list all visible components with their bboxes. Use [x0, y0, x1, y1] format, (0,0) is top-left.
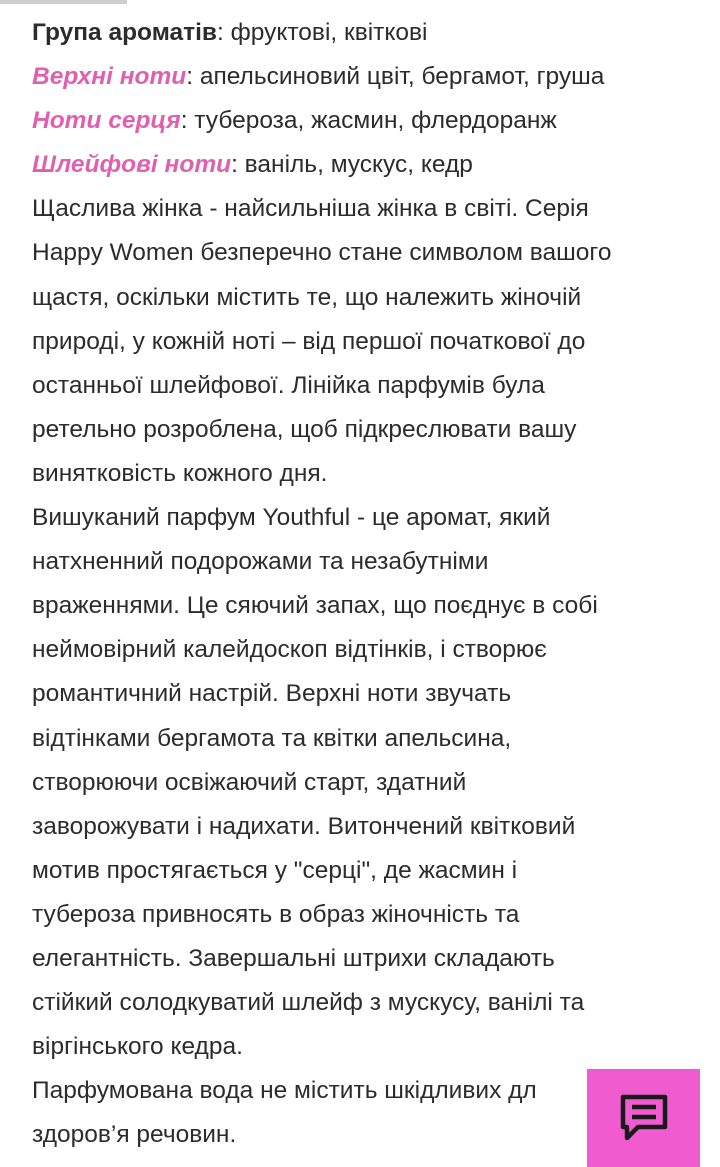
text-line: винятковість кожного дня. — [32, 459, 328, 487]
text-line: романтичний настрій. Верхні ноти звучать — [32, 680, 512, 708]
text-line: Happy Women безперечно стане символом вашого — [32, 239, 612, 267]
paragraph-youthful — [32, 496, 702, 1069]
text-line: ретельно розроблена, щоб підкреслювати вашу — [32, 415, 577, 443]
aroma-group-row — [32, 11, 702, 55]
base-notes-value: : ваніль, мускус, кедр — [231, 151, 473, 179]
text-line: неймовірний калейдоскоп відтінків, і створює — [32, 636, 547, 664]
heart-notes-label: Ноти серця — [32, 107, 181, 135]
paragraph-intro — [32, 187, 702, 496]
text-line: враженнями. Це сяючий запах, що поєднує в собі — [32, 592, 598, 620]
text-line: відтінками бергамота та квітки апельсина, — [32, 724, 512, 752]
heart-notes-value: : тубероза, жасмин, флердоранж — [180, 107, 557, 135]
text-line: природі, у кожній ноті – від першої початкової до — [32, 327, 586, 355]
base-notes-row — [32, 143, 702, 187]
text-line: віргінського кедра. — [32, 1033, 243, 1061]
text-line: створюючи освіжаючий старт, здатний — [32, 768, 467, 796]
top-divider — [0, 0, 127, 4]
top-notes-row — [32, 55, 702, 99]
text-line: мотив простягається у "серці", де жасмин і — [32, 856, 518, 884]
text-line: здоров’я речовин. — [32, 1121, 237, 1149]
text-line: щастя, оскільки містить те, що належить жіночій — [32, 283, 582, 311]
heart-notes-row — [32, 99, 702, 143]
product-description — [32, 11, 702, 1157]
text-line: тубероза привносять в образ жіночність та — [32, 900, 520, 928]
text-line: стійкий солодкуватий шлейф з мускусу, ванілі та — [32, 989, 585, 1017]
top-notes-label: Верхні ноти — [32, 63, 187, 91]
base-notes-label: Шлейфові ноти — [32, 151, 232, 179]
aroma-group-label: Група ароматів — [32, 19, 217, 46]
text-line: Вишуканий парфум Youthful - це аромат, який — [32, 504, 551, 532]
text-line: заворожувати і надихати. Витончений квітковий — [32, 812, 576, 840]
chat-icon — [618, 1093, 670, 1143]
top-notes-value: : апельсиновий цвіт, бергамот, груша — [186, 63, 605, 91]
text-line: останньої шлейфової. Лінійка парфумів була — [32, 371, 545, 399]
chat-button[interactable] — [587, 1069, 700, 1167]
text-line: натхненний подорожами та незабутніми — [32, 548, 489, 576]
aroma-group-value: : фруктові, квіткові — [216, 19, 428, 46]
text-line: Щаслива жінка - найсильніша жінка в світі. Серія — [32, 195, 589, 223]
text-line: елегантність. Завершальні штрихи складають — [32, 944, 555, 972]
text-line: Парфумована вода не містить шкідливих дл — [32, 1077, 537, 1105]
